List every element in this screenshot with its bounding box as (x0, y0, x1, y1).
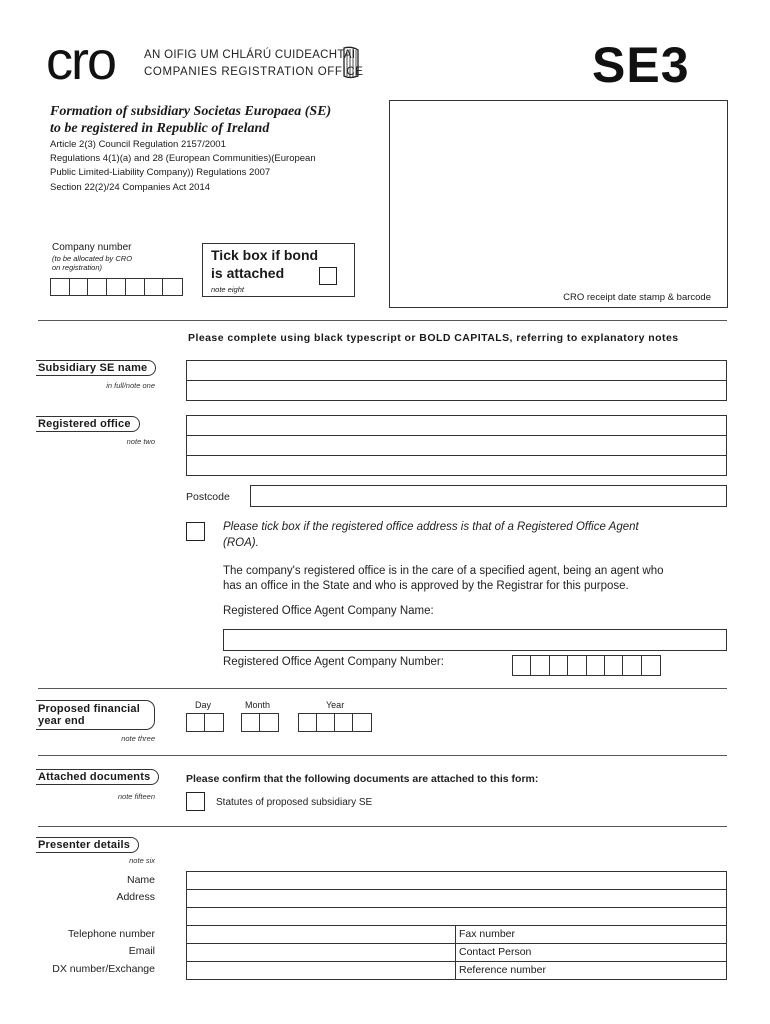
org-name-english: COMPANIES REGISTRATION OFFICE (144, 66, 364, 78)
section-financial-year-note: note three (121, 734, 155, 743)
form-code: SE3 (592, 37, 690, 93)
presenter-email-label: Email (128, 945, 155, 957)
section-financial-year-label (36, 700, 155, 730)
stamp-caption: CRO receipt date stamp & barcode (563, 292, 711, 303)
instructions: Please complete using black typescript or BOLD CAPITALS, referring to explanatory notes (188, 332, 679, 344)
fax-label: Fax number (459, 928, 516, 940)
roa-name-label: Registered Office Agent Company Name: (223, 605, 434, 617)
subsidiary-name-line-2[interactable] (186, 380, 727, 401)
bond-note: note eight (211, 285, 244, 294)
form-title-line2: to be registered in Republic of Ireland (50, 121, 270, 136)
presenter-dx-input[interactable] (186, 961, 456, 980)
year-label: Year (326, 700, 345, 710)
presenter-email-input[interactable] (186, 943, 456, 962)
registered-office-line-2[interactable] (186, 435, 727, 456)
legal-ref-4: Section 22(2)/24 Companies Act 2014 (50, 182, 211, 193)
roa-tick-text-1: Please tick box if the registered office address is that of a Registered Office Agent (223, 521, 639, 533)
roa-number-label: Registered Office Agent Company Number: (223, 656, 444, 668)
divider (38, 826, 727, 827)
statutes-checkbox[interactable] (186, 792, 205, 811)
form-title-line1: Formation of subsidiary Societas Europaea (SE) (50, 104, 332, 119)
harp-icon (340, 46, 362, 80)
presenter-reference-input[interactable] (455, 961, 727, 980)
section-subsidiary-note: in full/note one (106, 381, 155, 390)
presenter-address-label: Address (116, 891, 155, 903)
roa-checkbox[interactable] (186, 522, 205, 541)
contact-person-label: Contact Person (459, 946, 532, 958)
attached-confirm-text: Please confirm that the following documents are attached to this form: (186, 773, 539, 785)
financial-year-label-1: Proposed financial (38, 703, 141, 715)
company-number-hint-1: (to be allocated by CRO (52, 254, 133, 263)
company-number-input[interactable] (50, 278, 183, 296)
reference-number-label: Reference number (459, 964, 546, 976)
registered-office-line-1[interactable] (186, 415, 727, 436)
month-label: Month (245, 700, 271, 710)
roa-name-input[interactable] (223, 629, 727, 651)
legal-ref-1: Article 2(3) Council Regulation 2157/2001 (50, 139, 226, 150)
roa-number-input[interactable] (512, 655, 661, 676)
section-subsidiary-label: Subsidiary SE name (36, 360, 156, 376)
section-presenter-note: note six (129, 856, 155, 865)
presenter-fax-input[interactable] (455, 925, 727, 944)
divider (38, 688, 727, 689)
month-input[interactable] (241, 713, 279, 732)
statutes-label: Statutes of proposed subsidiary SE (216, 797, 373, 808)
postcode-label: Postcode (186, 491, 230, 503)
cro-logo (46, 31, 138, 91)
roa-tick-text-2: (ROA). (223, 537, 259, 549)
roa-description-1: The company's registered office is in the care of a specified agent, being an agent who (223, 565, 664, 577)
cro-logo-text: cro (46, 31, 116, 91)
stamp-area (389, 100, 728, 308)
presenter-dx-label: DX number/Exchange (52, 963, 155, 975)
roa-description-2: has an office in the State and who is approved by the Registrar for this purpose. (223, 580, 629, 592)
bond-checkbox[interactable] (319, 267, 337, 285)
presenter-telephone-input[interactable] (186, 925, 456, 944)
org-name-irish: AN OIFIG UM CHLÁRÚ CUIDEACHTAÍ (144, 49, 356, 61)
section-attached-label: Attached documents (36, 769, 159, 785)
registered-office-line-3[interactable] (186, 455, 727, 476)
section-attached-note: note fifteen (117, 792, 155, 801)
postcode-input[interactable] (250, 485, 727, 507)
section-registered-office-label: Registered office (36, 416, 140, 432)
company-number-label: Company number (52, 242, 132, 253)
divider (38, 755, 727, 756)
day-input[interactable] (186, 713, 224, 732)
presenter-contact-input[interactable] (455, 943, 727, 962)
section-presenter-label: Presenter details (36, 837, 139, 853)
financial-year-label-2: year end (38, 715, 85, 727)
day-label: Day (195, 700, 212, 710)
section-registered-office-note: note two (126, 437, 155, 446)
presenter-address-line-1[interactable] (186, 889, 727, 908)
legal-ref-2: Regulations 4(1)(a) and 28 (European Communities)(European (50, 153, 316, 164)
presenter-address-line-2[interactable] (186, 907, 727, 926)
year-input[interactable] (298, 713, 372, 732)
divider (38, 320, 727, 321)
bond-text-2: is attached (211, 265, 285, 281)
presenter-telephone-label: Telephone number (68, 928, 155, 940)
legal-ref-3: Public Limited-Liability Company)) Regulations 2007 (50, 167, 271, 178)
subsidiary-name-line-1[interactable] (186, 360, 727, 381)
presenter-name-input[interactable] (186, 871, 727, 890)
presenter-name-label: Name (126, 874, 155, 886)
company-number-hint-2: on registration) (52, 263, 103, 272)
bond-text-1: Tick box if bond (211, 247, 319, 263)
